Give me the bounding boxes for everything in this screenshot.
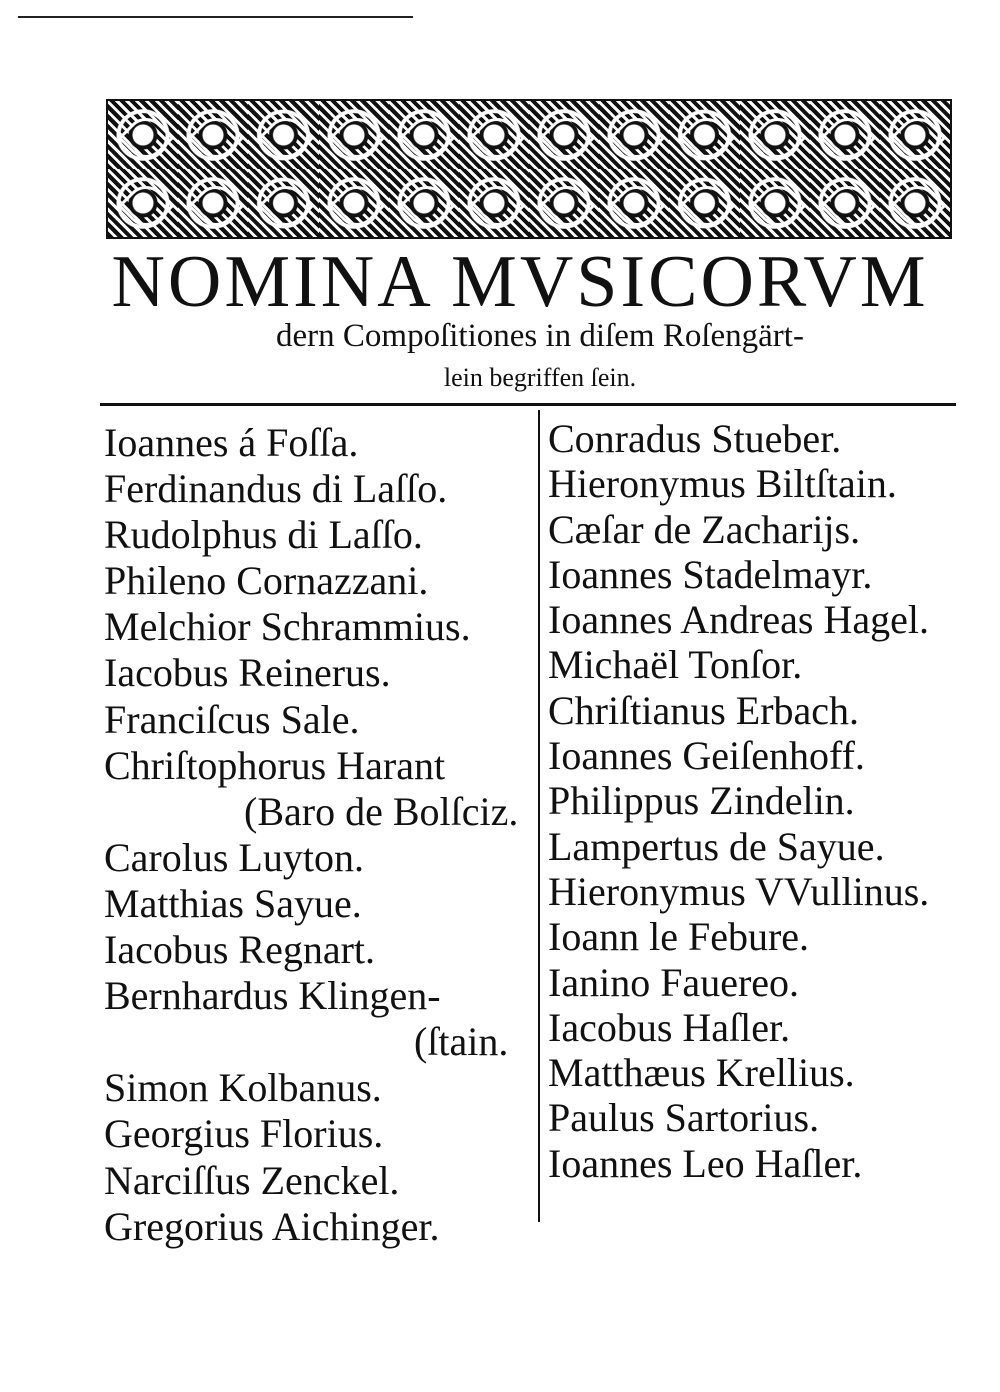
ornament-tile xyxy=(319,101,389,169)
ornament-tile xyxy=(810,169,880,237)
ornament-tile xyxy=(459,101,529,169)
ornament-tile xyxy=(880,169,950,237)
composer-name: Ioannes Stadelmayr. xyxy=(548,551,873,597)
composer-name: Michaël Tonſor. xyxy=(548,642,803,688)
top-rule xyxy=(18,16,413,18)
composer-name: Phileno Cornazzani. xyxy=(104,558,429,604)
composer-name: Melchior Schrammius. xyxy=(104,604,471,650)
composer-name-continuation: (Baro de Bolſciz. xyxy=(244,788,519,834)
ornament-tile xyxy=(880,101,950,169)
ornament-tile xyxy=(108,169,178,237)
composer-name: Rudolphus di Laſſo. xyxy=(104,512,423,558)
composer-name: Chriſtianus Erbach. xyxy=(548,687,860,733)
ornament-tile xyxy=(669,169,739,237)
ornament-tile xyxy=(389,169,459,237)
composer-name: Simon Kolbanus. xyxy=(104,1065,382,1111)
ornament-tile xyxy=(248,169,318,237)
subtitle-line-1: dern Compoſitiones in diſem Roſengärt- xyxy=(276,318,804,354)
ornament-tile xyxy=(248,101,318,169)
ornament-tile xyxy=(178,169,248,237)
composer-name: Matthæus Krellius. xyxy=(548,1050,855,1096)
composer-name: Iacobus Regnart. xyxy=(104,927,376,973)
composer-name: Ioannes Geiſenhoff. xyxy=(548,733,865,779)
ornament-tile xyxy=(459,169,529,237)
composer-name: Hieronymus VVullinus. xyxy=(548,868,930,914)
composer-name: Ioannes Andreas Hagel. xyxy=(548,597,929,643)
ornament-tile xyxy=(319,169,389,237)
header-rule xyxy=(100,403,956,406)
names-column-left xyxy=(104,420,518,1250)
composer-name: Bernhardus Klingen- xyxy=(104,973,441,1019)
names-column-right xyxy=(548,416,929,1186)
composer-name: Narciſſus Zenckel. xyxy=(104,1157,400,1203)
ornament-row-top xyxy=(108,101,950,169)
ornament-tile xyxy=(108,101,178,169)
composer-name: Iacobus Reinerus. xyxy=(104,650,391,696)
ornament-tile xyxy=(740,101,810,169)
composer-name: Philippus Zindelin. xyxy=(548,778,855,824)
composer-name: Ferdinandus di Laſſo. xyxy=(104,466,448,512)
composer-name: Conradus Stueber. xyxy=(548,416,842,461)
composer-name: Ioann le Febure. xyxy=(548,914,810,960)
composer-name: Lampertus de Sayue. xyxy=(548,823,885,869)
ornament-tile xyxy=(810,101,880,169)
ornamental-headpiece xyxy=(106,99,952,239)
ornament-tile xyxy=(529,169,599,237)
ornament-tile xyxy=(529,101,599,169)
composer-name-continuation: (ſtain. xyxy=(414,1019,509,1065)
composer-name: Franciſcus Sale. xyxy=(104,696,360,742)
ornament-tile xyxy=(740,169,810,237)
ornament-row-bottom xyxy=(108,169,950,237)
composer-name: Cæſar de Zacharijs. xyxy=(548,506,861,552)
composer-name: Ioannes Leo Haſler. xyxy=(548,1140,863,1186)
composer-name: Iacobus Haſler. xyxy=(548,1004,791,1050)
ornament-tile xyxy=(599,101,669,169)
page-title: NOMINA MVSICORVM xyxy=(111,241,929,323)
column-divider xyxy=(538,410,540,1222)
composer-name: Hieronymus Biltſtain. xyxy=(548,461,897,507)
subtitle-line-2: lein begriffen ſein. xyxy=(443,363,637,392)
composer-name: Gregorius Aichinger. xyxy=(104,1203,440,1249)
composer-name: Ianino Fauereo. xyxy=(548,959,800,1005)
ornament-tile xyxy=(389,101,459,169)
composer-name: Carolus Luyton. xyxy=(104,834,364,880)
composer-name: Georgius Florius. xyxy=(104,1111,384,1157)
ornament-tile xyxy=(178,101,248,169)
composer-name: Chriſtophorus Harant xyxy=(104,742,446,788)
composer-name: Matthias Sayue. xyxy=(104,880,362,926)
composer-name: Paulus Sartorius. xyxy=(548,1095,820,1141)
composer-name: Ioannes á Foſſa. xyxy=(104,420,359,465)
ornament-tile xyxy=(669,101,739,169)
ornament-tile xyxy=(599,169,669,237)
